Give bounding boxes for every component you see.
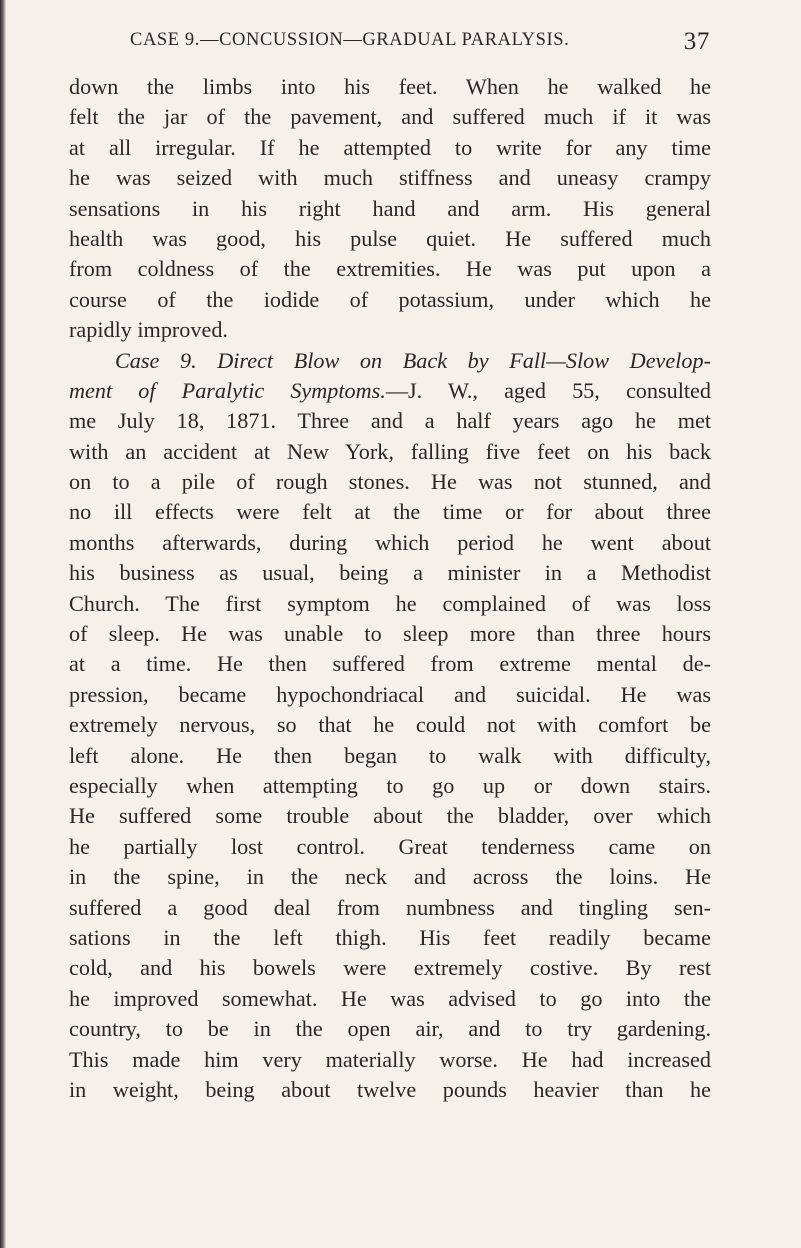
text-line: sations in the left thigh. His feet readily became — [69, 924, 711, 950]
text-line: He suffered some trouble about the bladder, over which — [69, 803, 711, 829]
case-heading-line — [69, 346, 711, 376]
text-line: at a time. He then suffered from extreme mental de- — [69, 651, 711, 677]
paragraph-2 — [69, 346, 711, 1106]
text-line: This made him very materially worse. He had increased — [69, 1046, 711, 1072]
case-heading: Case 9. Direct Blow on Back by Fall—Slow Develop- — [115, 347, 711, 373]
text-line: health was good, his pulse quiet. He suffered much — [69, 225, 711, 251]
text-line: no ill effects were felt at the time or for about three — [69, 499, 711, 525]
text-line: Church. The first symptom he complained of was loss — [69, 590, 711, 616]
case-heading-continuation — [69, 376, 711, 406]
text-line: of sleep. He was unable to sleep more than three hours — [69, 621, 711, 647]
text-line: in weight, being about twelve pounds heavier than he — [69, 1076, 711, 1102]
text-line: felt the jar of the pavement, and suffered much if it was — [69, 104, 711, 130]
text-line: months afterwards, during which period he went about — [69, 529, 711, 555]
page-number: 37 — [683, 28, 710, 55]
text-line: he partially lost control. Great tenderness came on — [69, 833, 711, 859]
text-line: extremely nervous, so that he could not with comfort be — [69, 712, 711, 738]
body-text — [69, 72, 711, 1105]
text-line: on to a pile of rough stones. He was not stunned, and — [69, 469, 711, 495]
paragraph-1 — [69, 72, 711, 346]
text-line: sensations in his right hand and arm. His general — [69, 195, 711, 221]
case-heading-end: ment of Paralytic Symptoms. — [69, 377, 386, 403]
text-line: country, to be in the open air, and to try gardening. — [69, 1016, 711, 1042]
text-line: cold, and his bowels were extremely costive. By rest — [69, 955, 711, 981]
text-line: he improved somewhat. He was advised to go into the — [69, 985, 711, 1011]
text-line: in the spine, in the neck and across the loins. He — [69, 864, 711, 890]
text-line: suffered a good deal from numbness and tingling sen- — [69, 894, 711, 920]
text-line: especially when attempting to go up or down stairs. — [69, 772, 711, 798]
text-line: from coldness of the extremities. He was put upon a — [69, 256, 711, 282]
text-line: course of the iodide of potassium, under which he — [69, 286, 711, 312]
text-line: pression, became hypochondriacal and suicidal. He was — [69, 681, 711, 707]
running-header — [130, 30, 710, 60]
text-line: down the limbs into his feet. When he walked he — [69, 74, 711, 99]
running-title: CASE 9.—CONCUSSION—GRADUAL PARALYSIS. — [130, 30, 570, 50]
text-line: he was seized with much stiffness and uneasy crampy — [69, 165, 711, 191]
text-line: with an accident at New York, falling five feet on his back — [69, 438, 711, 464]
case-intro: —J. W., aged 55, consulted — [385, 377, 711, 403]
text-line: left alone. He then began to walk with difficulty, — [69, 742, 711, 768]
text-line: his business as usual, being a minister in a Methodist — [69, 560, 711, 586]
text-line: me July 18, 1871. Three and a half years ago he met — [69, 408, 711, 434]
text-line: rapidly improved. — [69, 317, 228, 343]
text-line: at all irregular. If he attempted to write for any time — [69, 134, 711, 160]
